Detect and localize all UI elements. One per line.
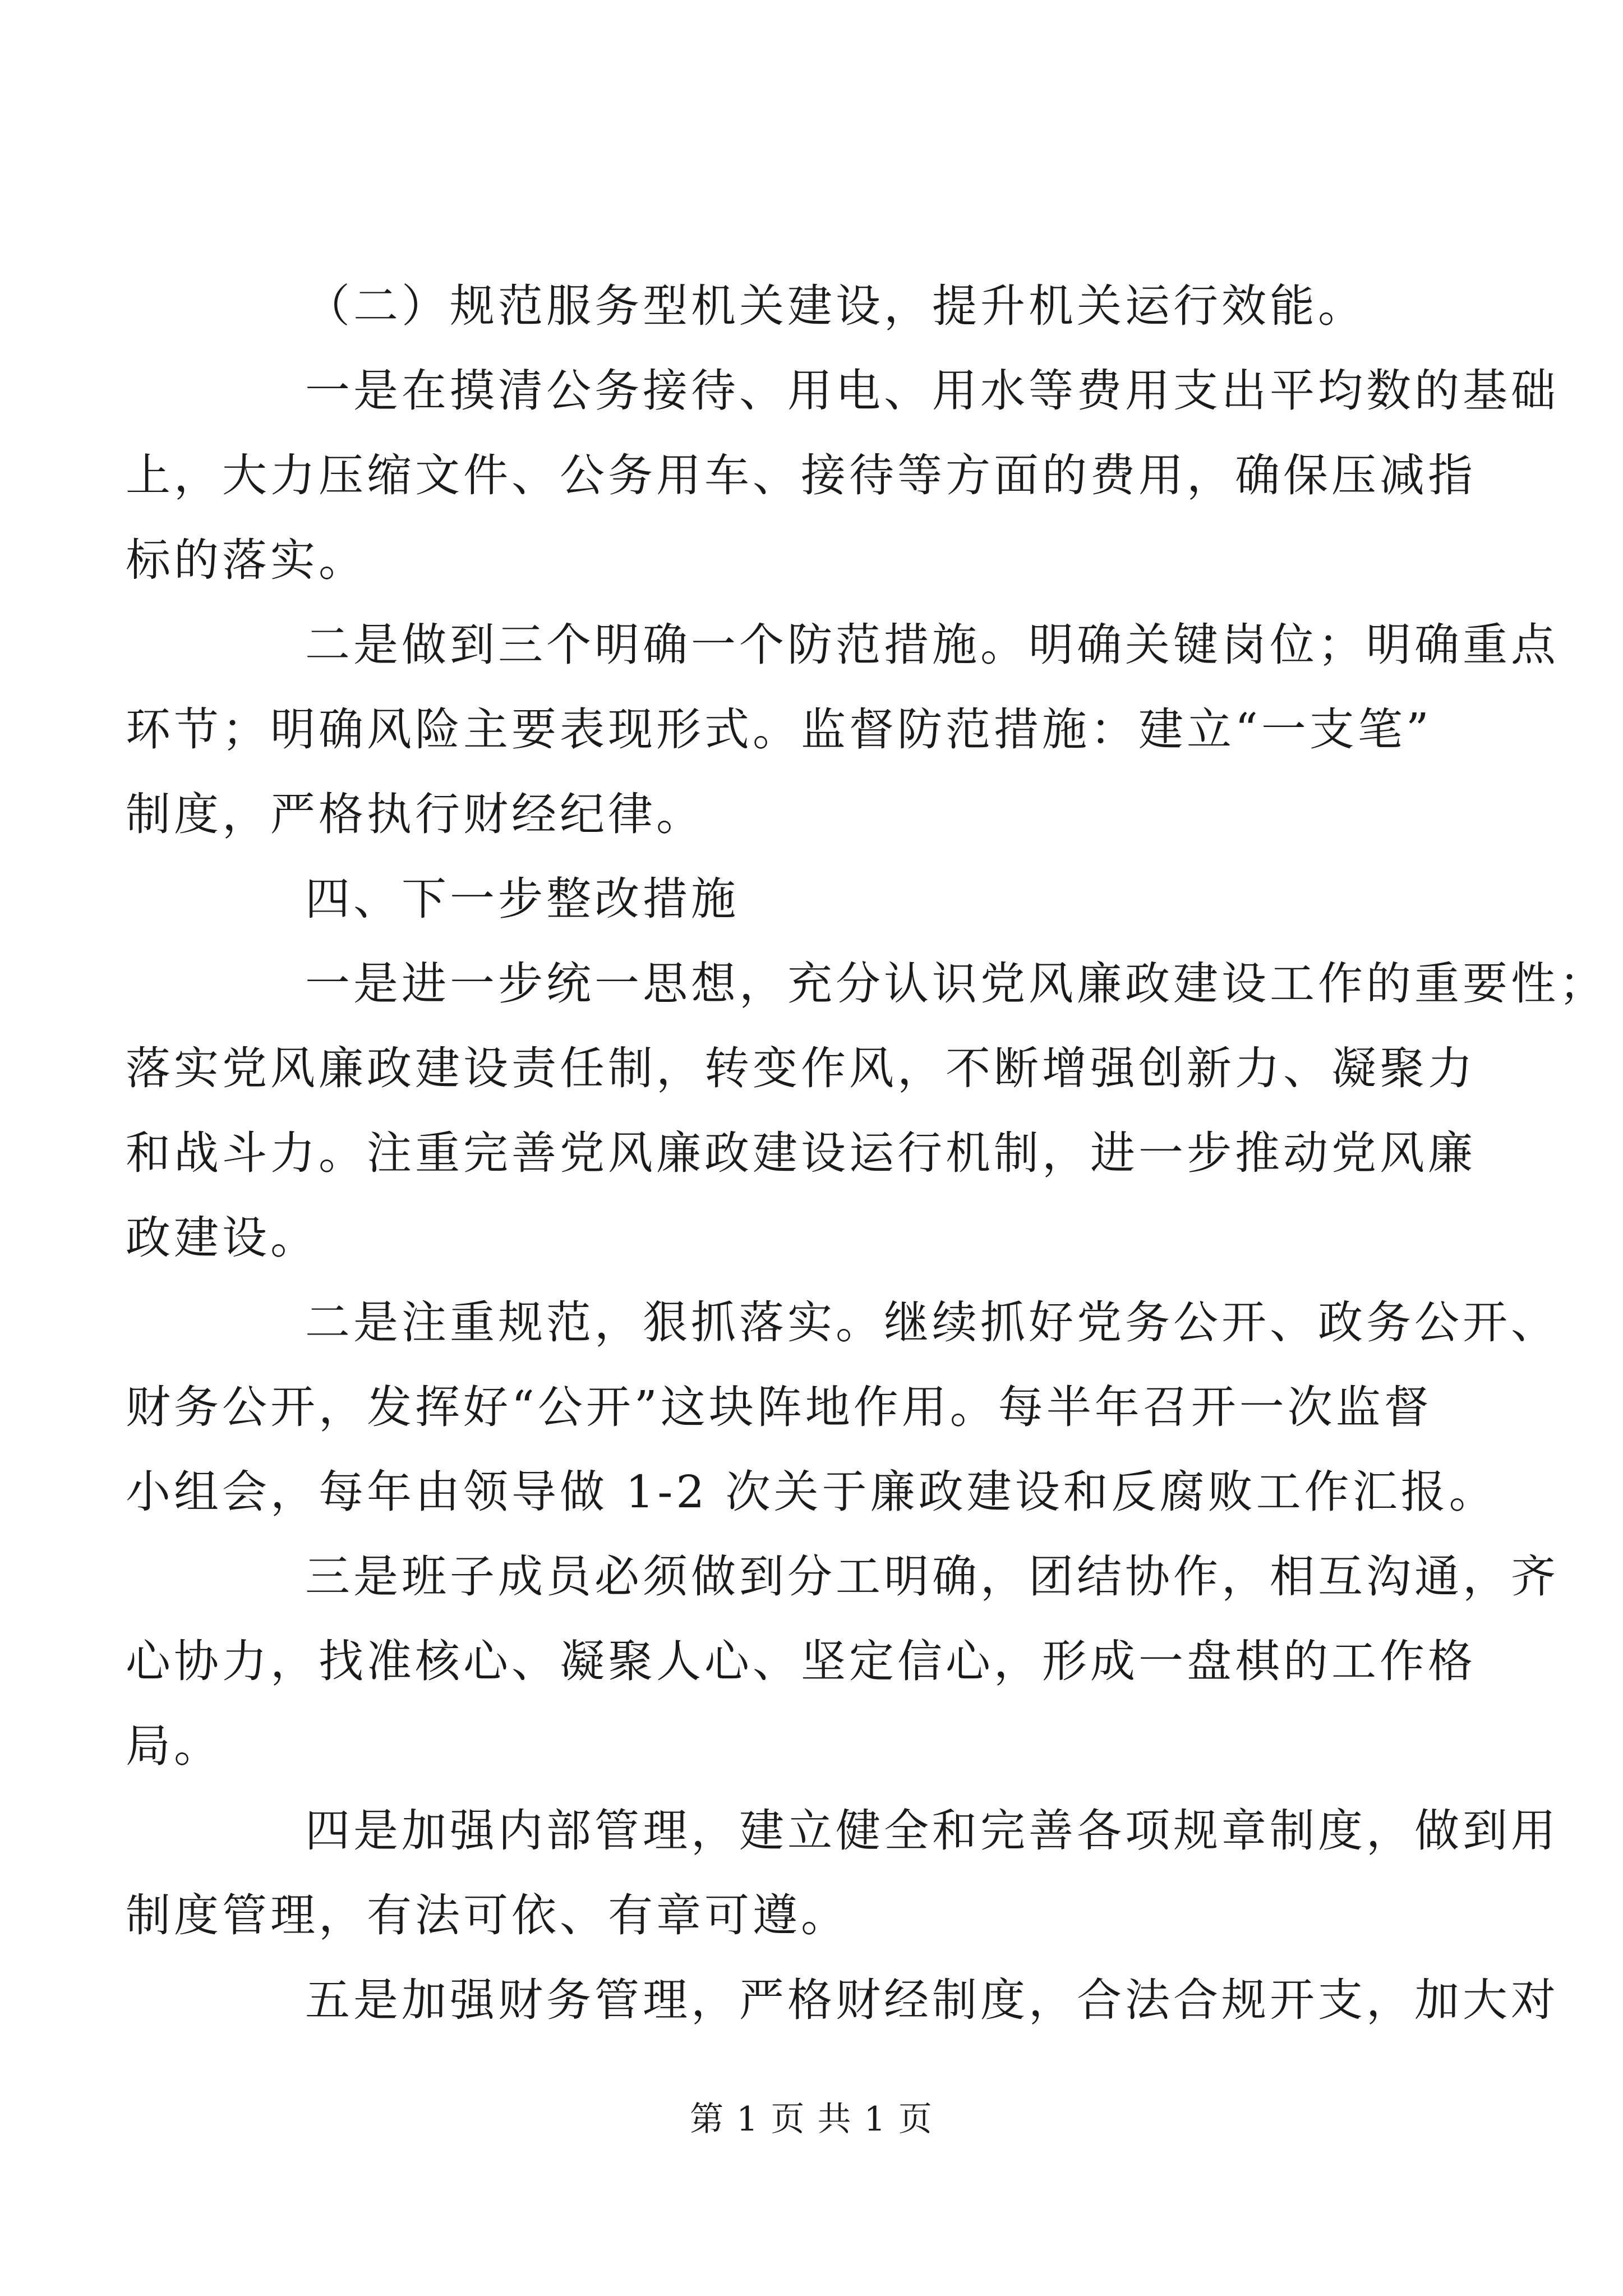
text-line: 小组会，每年由领导做 1-2 次关于廉政建设和反腐败工作汇报。 — [126, 1466, 1497, 1518]
paragraph — [126, 348, 1559, 602]
text-line: 局。 — [126, 1720, 222, 1772]
paragraph — [215, 264, 1415, 348]
text-line: 制度，严格执行财经纪律。 — [126, 788, 704, 840]
page-number: 第 1 页 共 1 页 — [690, 2100, 933, 2139]
paragraph — [126, 1534, 1559, 1788]
paragraph — [126, 602, 1559, 857]
text-line: （二）规范服务型机关建设，提升机关运行效能。 — [305, 280, 1366, 332]
text-line: 落实党风廉政建设责任制，转变作风，不断增强创新力、凝聚力 — [126, 1042, 1476, 1094]
page-footer — [0, 2097, 1623, 2142]
text-line: 三是班子成员必须做到分工明确，团结协作，相互沟通，齐 — [305, 1550, 1559, 1603]
text-line: 二是做到三个明确一个防范措施。明确关键岗位；明确重点 — [305, 619, 1559, 671]
text-line: 二是注重规范，狠抓落实。继续抓好党务公开、政务公开、 — [305, 1296, 1559, 1349]
paragraph — [126, 941, 1607, 1280]
text-line: 心协力，找准核心、凝聚人心、坚定信心，形成一盘棋的工作格 — [126, 1635, 1476, 1687]
text-line: 政建设。 — [126, 1212, 319, 1264]
section-heading — [215, 857, 1415, 941]
document-body — [126, 264, 1607, 2042]
paragraph — [215, 1958, 1559, 2042]
text-line: 环节；明确风险主要表现形式。监督防范措施：建立“一支笔” — [126, 703, 1432, 756]
text-line: 四、下一步整改措施 — [305, 873, 739, 925]
text-line: 四是加强内部管理，建立健全和完善各项规章制度，做到用 — [305, 1805, 1559, 1857]
text-line: 和战斗力。注重完善党风廉政建设运行机制，进一步推动党风廉 — [126, 1127, 1476, 1179]
text-line: 一是在摸清公务接待、用电、用水等费用支出平均数的基础 — [305, 365, 1559, 417]
paragraph — [126, 1788, 1559, 1958]
text-line: 五是加强财务管理，严格财经制度，合法合规开支，加大对 — [305, 1974, 1559, 2026]
text-line: 上，大力压缩文件、公务用车、接待等方面的费用，确保压减指 — [126, 449, 1476, 501]
text-line: 标的落实。 — [126, 534, 367, 586]
text-line: 一是进一步统一思想，充分认识党风廉政建设工作的重要性； — [305, 958, 1607, 1010]
text-line: 制度管理，有法可依、有章可遵。 — [126, 1889, 849, 1941]
paragraph — [126, 1280, 1559, 1534]
text-line: 财务公开，发挥好“公开”这块阵地作用。每半年召开一次监督 — [126, 1381, 1432, 1433]
